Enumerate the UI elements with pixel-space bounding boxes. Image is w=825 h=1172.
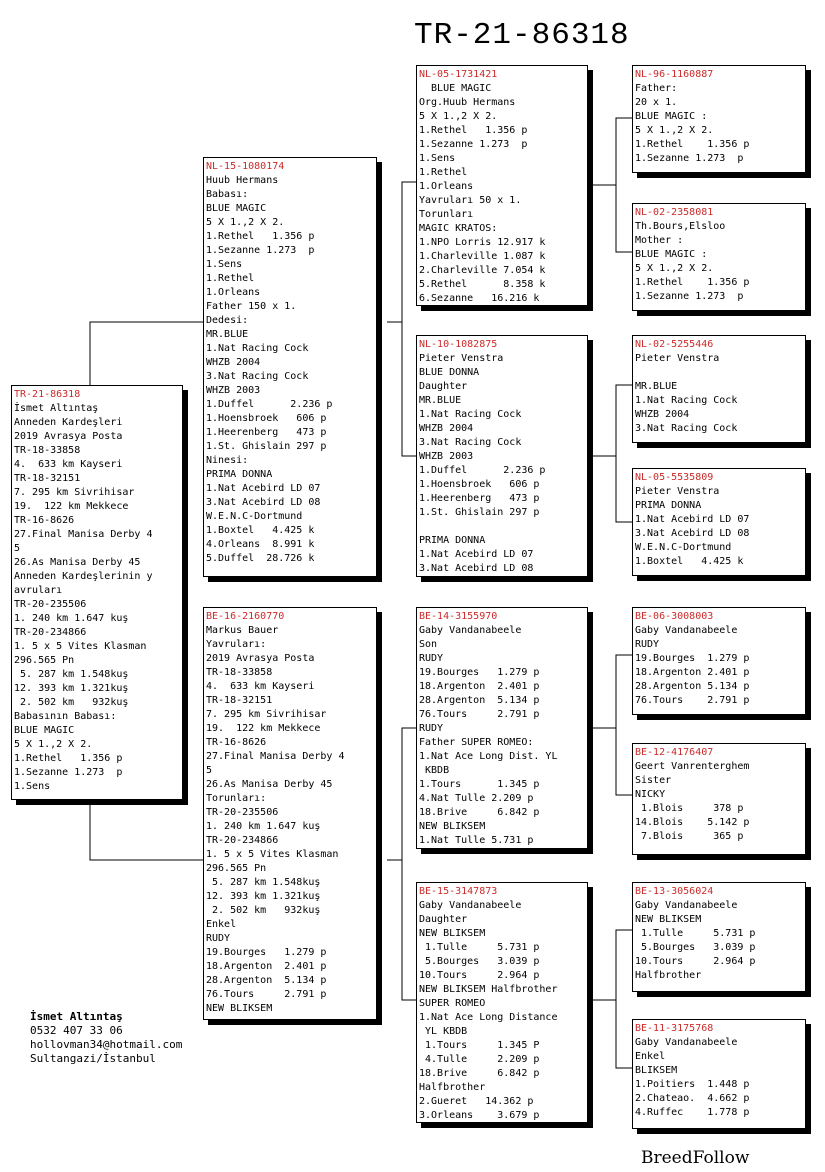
card-line: 1.Rethel 1.356 p <box>14 753 123 764</box>
card-line: NEW BLIKSEM Halfbrother <box>419 984 558 995</box>
card-line: 7. 295 km Sivrihisar <box>206 709 327 720</box>
card-line <box>419 520 585 534</box>
card-line: Torunları <box>419 209 474 220</box>
ring-number: NL-05-1731421 <box>419 69 498 80</box>
connector-dam <box>387 728 416 1000</box>
card-line: 20 x 1. <box>635 97 678 108</box>
card-line: 1.Nat Racing Cock <box>206 343 309 354</box>
card-line: 19.Bourges 1.279 p <box>419 667 540 678</box>
card-line: Gaby Vandanabeele <box>419 900 522 911</box>
card-line: 14.Blois 5.142 p <box>635 817 750 828</box>
card-line: MAGIC KRATOS: <box>419 223 498 234</box>
card-line: RUDY <box>419 723 444 734</box>
card-line: 1. 5 x 5 Vites Klasman <box>14 641 147 652</box>
card-line: 7. 295 km Sivrihisar <box>14 487 135 498</box>
card-line: 1.Tulle 5.731 p <box>419 942 540 953</box>
card-line: Enkel <box>206 919 237 930</box>
card-line: 1.Sezanne 1.273 p <box>635 153 744 164</box>
card-line: 1.St. Ghislain 297 p <box>419 507 540 518</box>
card-line: 5 X 1.,2 X 2. <box>635 125 714 136</box>
card-line: 7.Blois 365 p <box>635 831 744 842</box>
card-line: Yavruları: <box>206 639 267 650</box>
card-line: 10.Tours 2.964 p <box>419 970 540 981</box>
card-line: Gaby Vandanabeele <box>635 1037 738 1048</box>
card-line: 5 X 1.,2 X 2. <box>419 111 498 122</box>
card-line: 76.Tours 2.791 p <box>635 695 750 706</box>
card-line: 1.Sens <box>206 259 243 270</box>
card-line: TR-18-32151 <box>14 473 81 484</box>
card-line: TR-20-234866 <box>14 627 87 638</box>
card-line: 1.Nat Tulle 5.731 p <box>419 835 534 846</box>
pedigree-card-dam-dam[interactable] <box>416 882 588 1123</box>
card-line: Pieter Venstra <box>635 353 720 364</box>
contact-location: Sultangazi/İstanbul <box>30 1052 156 1065</box>
card-line: PRIMA DONNA <box>419 535 486 546</box>
card-lines <box>635 1036 803 1120</box>
card-line: 1.Sezanne 1.273 p <box>206 245 315 256</box>
card-line: Geert Vanrenterghem <box>635 761 750 772</box>
card-line: 1.Nat Ace Long Dist. YL <box>419 751 558 762</box>
card-line: WHZB 2004 <box>635 409 690 420</box>
pedigree-card-sire-sire-dam[interactable] <box>632 203 806 311</box>
card-line: Sister <box>635 775 672 786</box>
card-line: 1.Nat Ace Long Distance <box>419 1012 558 1023</box>
card-line: W.E.N.C-Dortmund <box>206 511 303 522</box>
card-line: 26.As Manisa Derby 45 <box>14 557 141 568</box>
card-line: 1. 240 km 1.647 kuş <box>14 613 129 624</box>
ring-number: BE-14-3155970 <box>419 611 498 622</box>
card-line: MR.BLUE <box>206 329 249 340</box>
pedigree-card-dam-dam-dam[interactable] <box>632 1019 806 1129</box>
card-line: BLUE MAGIC <box>419 83 492 94</box>
ring-number: NL-02-5255446 <box>635 339 714 350</box>
card-line: 3.Nat Acebird LD 08 <box>635 528 750 539</box>
card-line: WHZB 2004 <box>419 423 474 434</box>
card-line: Halfbrother <box>419 1082 486 1093</box>
card-line: 1.Nat Racing Cock <box>419 409 522 420</box>
ring-number: NL-10-1082875 <box>419 339 498 350</box>
connector-sd <box>588 385 632 522</box>
card-lines <box>635 760 803 844</box>
pedigree-card-dam-sire-dam[interactable] <box>632 743 806 855</box>
card-line: TR-16-8626 <box>206 737 267 748</box>
card-lines <box>635 82 803 166</box>
card-line: Mother : <box>635 235 684 246</box>
card-lines <box>635 624 803 708</box>
card-line: 18.Brive 6.842 p <box>419 807 540 818</box>
card-line: 27.Final Manisa Derby 4 <box>206 751 345 762</box>
contact-name: İsmet Altıntaş <box>30 1010 123 1023</box>
card-line: BLUE MAGIC : <box>635 111 708 122</box>
card-line: TR-20-235506 <box>14 599 87 610</box>
ring-number: NL-96-1160887 <box>635 69 714 80</box>
card-line: 76.Tours 2.791 p <box>206 989 327 1000</box>
card-line: 1.Hoensbroek 606 p <box>419 479 540 490</box>
card-lines <box>14 402 180 794</box>
card-lines <box>635 485 803 569</box>
card-line: avruları <box>14 585 63 596</box>
card-line: NEW BLIKSEM <box>635 914 702 925</box>
card-line: 18.Brive 6.842 p <box>419 1068 540 1079</box>
card-line: 2.Chateao. 4.662 p <box>635 1093 750 1104</box>
pedigree-card-subject[interactable] <box>11 385 183 800</box>
card-line: 12. 393 km 1.321kuş <box>14 683 129 694</box>
pedigree-card-sire-dam[interactable] <box>416 335 588 577</box>
card-line: 5 X 1.,2 X 2. <box>206 217 285 228</box>
card-line: Daughter <box>419 914 468 925</box>
card-line: 1.Hoensbroek 606 p <box>206 413 327 424</box>
card-line: 1.Charleville 1.087 k <box>419 251 546 262</box>
card-line: 2019 Avrasya Posta <box>14 431 123 442</box>
contact-block <box>30 1010 182 1066</box>
card-line: Father SUPER ROMEO: <box>419 737 534 748</box>
card-line: 5 <box>14 543 21 554</box>
card-line: KBDB <box>419 765 450 776</box>
card-line: 1.Rethel 1.356 p <box>635 139 750 150</box>
card-line: RUDY <box>206 933 231 944</box>
card-line: 1.Heerenberg 473 p <box>206 427 327 438</box>
card-line: 2. 502 km 932kuş <box>206 905 321 916</box>
card-line: 2.Gueret 14.362 p <box>419 1096 534 1107</box>
card-line: 19. 122 km Mekkece <box>14 501 129 512</box>
ring-number: BE-13-3056024 <box>635 886 714 897</box>
card-line: BLUE MAGIC : <box>635 249 708 260</box>
card-line: 1.Nat Acebird LD 07 <box>206 483 321 494</box>
card-lines <box>419 352 585 576</box>
card-lines <box>635 352 803 436</box>
card-line: Torunları: <box>206 793 267 804</box>
pedigree-card-sire-dam-dam[interactable] <box>632 468 806 576</box>
card-line: İsmet Altıntaş <box>14 403 99 414</box>
brand-logo-text: BreedFollow <box>641 1148 750 1168</box>
card-line: 4.Nat Tulle 2.209 p <box>419 793 534 804</box>
card-line: Halfbrother <box>635 970 702 981</box>
card-line: TR-20-234866 <box>206 835 279 846</box>
card-line: Huub Hermans <box>206 175 279 186</box>
card-line: 1.Nat Acebird LD 07 <box>419 549 534 560</box>
card-line: 12. 393 km 1.321kuş <box>206 891 321 902</box>
card-line: MR.BLUE <box>635 381 678 392</box>
card-line: PRIMA DONNA <box>206 469 273 480</box>
card-line: 1.Boxtel 4.425 k <box>635 556 744 567</box>
card-line: 3.Nat Racing Cock <box>419 437 522 448</box>
card-line: Th.Bours,Elsloo <box>635 221 726 232</box>
card-line: 1.Orleans <box>206 287 261 298</box>
card-line: 1.Poitiers 1.448 p <box>635 1079 750 1090</box>
card-line: Anneden Kardeşlerinin y <box>14 571 153 582</box>
card-line: WHZB 2003 <box>206 385 261 396</box>
card-lines <box>419 899 585 1123</box>
card-line: Org.Huub Hermans <box>419 97 516 108</box>
card-line: Father 150 x 1. <box>206 301 297 312</box>
card-line: Anneden Kardeşleri <box>14 417 123 428</box>
card-line: 1.Duffel 2.236 p <box>206 399 333 410</box>
card-line: Ninesi: <box>206 455 249 466</box>
card-line: 5 X 1.,2 X 2. <box>635 263 714 274</box>
card-line: 19.Bourges 1.279 p <box>206 947 327 958</box>
ring-number: BE-12-4176407 <box>635 747 714 758</box>
card-line: YL KBDB <box>419 1026 468 1037</box>
card-line: Daughter <box>419 381 468 392</box>
card-line: 1.Sezanne 1.273 p <box>14 767 123 778</box>
card-line: 3.Orleans 3.679 p <box>419 1110 540 1121</box>
card-line: 1. 5 x 5 Vites Klasman <box>206 849 339 860</box>
card-line: 28.Argenton 5.134 p <box>635 681 750 692</box>
ring-number: BE-15-3147873 <box>419 886 498 897</box>
card-line: Babasının Babası: <box>14 711 117 722</box>
card-line: 2. 502 km 932kuş <box>14 697 129 708</box>
card-line: BLIKSEM <box>635 1065 678 1076</box>
card-line: 1.Sens <box>14 781 51 792</box>
card-line: RUDY <box>419 653 444 664</box>
pedigree-card-dam-sire[interactable] <box>416 607 588 849</box>
ring-number: NL-05-5535809 <box>635 472 714 483</box>
card-line: TR-18-33858 <box>206 667 273 678</box>
card-line: 3.Nat Racing Cock <box>206 371 309 382</box>
card-line: 5.Bourges 3.039 p <box>635 942 756 953</box>
pedigree-card-sire-dam-sire[interactable] <box>632 335 806 443</box>
card-line: Son <box>419 639 438 650</box>
ring-number: NL-15-1080174 <box>206 161 285 172</box>
card-line: 3.Nat Acebird LD 08 <box>419 563 534 574</box>
card-line: 19. 122 km Mekkece <box>206 723 321 734</box>
ring-number: BE-16-2160770 <box>206 611 285 622</box>
card-line: TR-20-235506 <box>206 807 279 818</box>
card-line: 1.Tours 1.345 P <box>419 1040 540 1051</box>
card-line: PRIMA DONNA <box>635 500 702 511</box>
card-line: Dedesi: <box>206 315 249 326</box>
card-line: Enkel <box>635 1051 666 1062</box>
card-line: 1.Tours 1.345 p <box>419 779 540 790</box>
card-line: 4. 633 km Kayseri <box>206 681 315 692</box>
card-line: TR-18-33858 <box>14 445 81 456</box>
card-line: Gaby Vandanabeele <box>635 625 738 636</box>
pedigree-card-sire-sire-sire[interactable] <box>632 65 806 173</box>
connector-ss <box>588 118 632 252</box>
card-line: 1.Rethel 1.356 p <box>635 277 750 288</box>
pedigree-card-sire-sire[interactable] <box>416 65 588 306</box>
ring-number: NL-02-2358081 <box>635 207 714 218</box>
card-line: BLUE MAGIC <box>14 725 75 736</box>
card-line: 5 X 1.,2 X 2. <box>14 739 93 750</box>
pedigree-card-dam[interactable] <box>203 607 377 1020</box>
card-line: RUDY <box>635 639 660 650</box>
card-line: 5.Bourges 3.039 p <box>419 956 540 967</box>
card-line: 2.Charleville 7.054 k <box>419 265 546 276</box>
card-line: NEW BLIKSEM <box>206 1003 273 1014</box>
card-line: 1.Sezanne 1.273 p <box>635 291 744 302</box>
contact-email[interactable]: hollovman34@hotmail.com <box>30 1038 183 1051</box>
card-line: TR-18-32151 <box>206 695 273 706</box>
card-line: 1.Boxtel 4.425 k <box>206 525 315 536</box>
card-line: Father: <box>635 83 678 94</box>
card-line: Gaby Vandanabeele <box>635 900 738 911</box>
pedigree-card-dam-dam-sire[interactable] <box>632 882 806 992</box>
card-line: 4.Orleans 8.991 k <box>206 539 315 550</box>
card-line: MR.BLUE <box>419 395 462 406</box>
card-line: 5. 287 km 1.548kuş <box>206 877 321 888</box>
card-line: 1. 240 km 1.647 kuş <box>206 821 321 832</box>
card-lines <box>206 174 374 566</box>
card-line: Yavruları 50 x 1. <box>419 195 522 206</box>
card-line: 1.Sens <box>419 153 456 164</box>
card-line: NEW BLIKSEM <box>419 821 486 832</box>
card-line: BLUE DONNA <box>419 367 480 378</box>
card-line: 1.Heerenberg 473 p <box>419 493 540 504</box>
card-line: 4.Ruffec 1.778 p <box>635 1107 750 1118</box>
card-line: 5.Rethel 8.358 k <box>419 279 546 290</box>
card-line: WHZB 2003 <box>419 451 474 462</box>
card-line: 1.NPO Lorris 12.917 k <box>419 237 546 248</box>
ring-number: TR-21-86318 <box>14 389 81 400</box>
connector-sire <box>387 182 416 456</box>
card-line: 1.Rethel 1.356 p <box>206 231 315 242</box>
card-line: 1.Rethel <box>206 273 255 284</box>
card-line: 1.Rethel <box>419 167 468 178</box>
card-lines <box>635 220 803 304</box>
card-line: W.E.N.C-Dortmund <box>635 542 732 553</box>
pedigree-title: TR-21-86318 <box>414 18 630 53</box>
card-line: BLUE MAGIC <box>206 203 267 214</box>
card-line: 5.Duffel 28.726 k <box>206 553 315 564</box>
card-line: 2019 Avrasya Posta <box>206 653 315 664</box>
contact-phone[interactable]: 0532 407 33 06 <box>30 1024 123 1037</box>
card-line: Babası: <box>206 189 249 200</box>
card-line: 6.Sezanne 16.216 k <box>419 293 540 304</box>
card-line: 5. 287 km 1.548kuş <box>14 669 129 680</box>
card-line: 28.Argenton 5.134 p <box>206 975 327 986</box>
card-line: 18.Argenton 2.401 p <box>635 667 750 678</box>
card-line: NICKY <box>635 789 666 800</box>
card-line: 1.Sezanne 1.273 p <box>419 139 528 150</box>
card-line: 1.Nat Racing Cock <box>635 395 738 406</box>
card-line: 1.St. Ghislain 297 p <box>206 441 327 452</box>
card-line: 1.Blois 378 p <box>635 803 744 814</box>
card-line: 1.Orleans <box>419 181 474 192</box>
card-line: Markus Bauer <box>206 625 279 636</box>
card-line: 1.Rethel 1.356 p <box>419 125 528 136</box>
ring-number: BE-11-3175768 <box>635 1023 714 1034</box>
card-line: Pieter Venstra <box>635 486 720 497</box>
card-line: 5 <box>206 765 213 776</box>
card-lines <box>419 82 585 306</box>
card-line: 18.Argenton 2.401 p <box>419 681 540 692</box>
ring-number: BE-06-3008003 <box>635 611 714 622</box>
card-line: TR-16-8626 <box>14 515 75 526</box>
card-line: 19.Bourges 1.279 p <box>635 653 750 664</box>
card-lines <box>635 899 803 983</box>
card-lines <box>419 624 585 848</box>
card-line: Gaby Vandanabeele <box>419 625 522 636</box>
card-line: SUPER ROMEO <box>419 998 486 1009</box>
card-line: 3.Nat Racing Cock <box>635 423 738 434</box>
connector-ds <box>588 655 632 795</box>
card-lines <box>206 624 374 1016</box>
card-line: WHZB 2004 <box>206 357 261 368</box>
card-line: 10.Tours 2.964 p <box>635 956 756 967</box>
connector-dd <box>588 930 632 1068</box>
card-line: 3.Nat Acebird LD 08 <box>206 497 321 508</box>
card-line: 18.Argenton 2.401 p <box>206 961 327 972</box>
card-line: 4. 633 km Kayseri <box>14 459 123 470</box>
card-line: 1.Duffel 2.236 p <box>419 465 546 476</box>
card-line: 76.Tours 2.791 p <box>419 709 540 720</box>
card-line <box>635 366 803 380</box>
card-line: 26.As Manisa Derby 45 <box>206 779 333 790</box>
card-line: NEW BLIKSEM <box>419 928 486 939</box>
pedigree-card-sire[interactable] <box>203 157 377 577</box>
card-line: 28.Argenton 5.134 p <box>419 695 540 706</box>
card-line: 27.Final Manisa Derby 4 <box>14 529 153 540</box>
card-line: 1.Nat Acebird LD 07 <box>635 514 750 525</box>
card-line: 4.Tulle 2.209 p <box>419 1054 540 1065</box>
card-line: 1.Tulle 5.731 p <box>635 928 756 939</box>
pedigree-card-dam-sire-sire[interactable] <box>632 607 806 715</box>
card-line: 296.565 Pn <box>14 655 75 666</box>
card-line: Pieter Venstra <box>419 353 504 364</box>
card-line: 296.565 Pn <box>206 863 267 874</box>
